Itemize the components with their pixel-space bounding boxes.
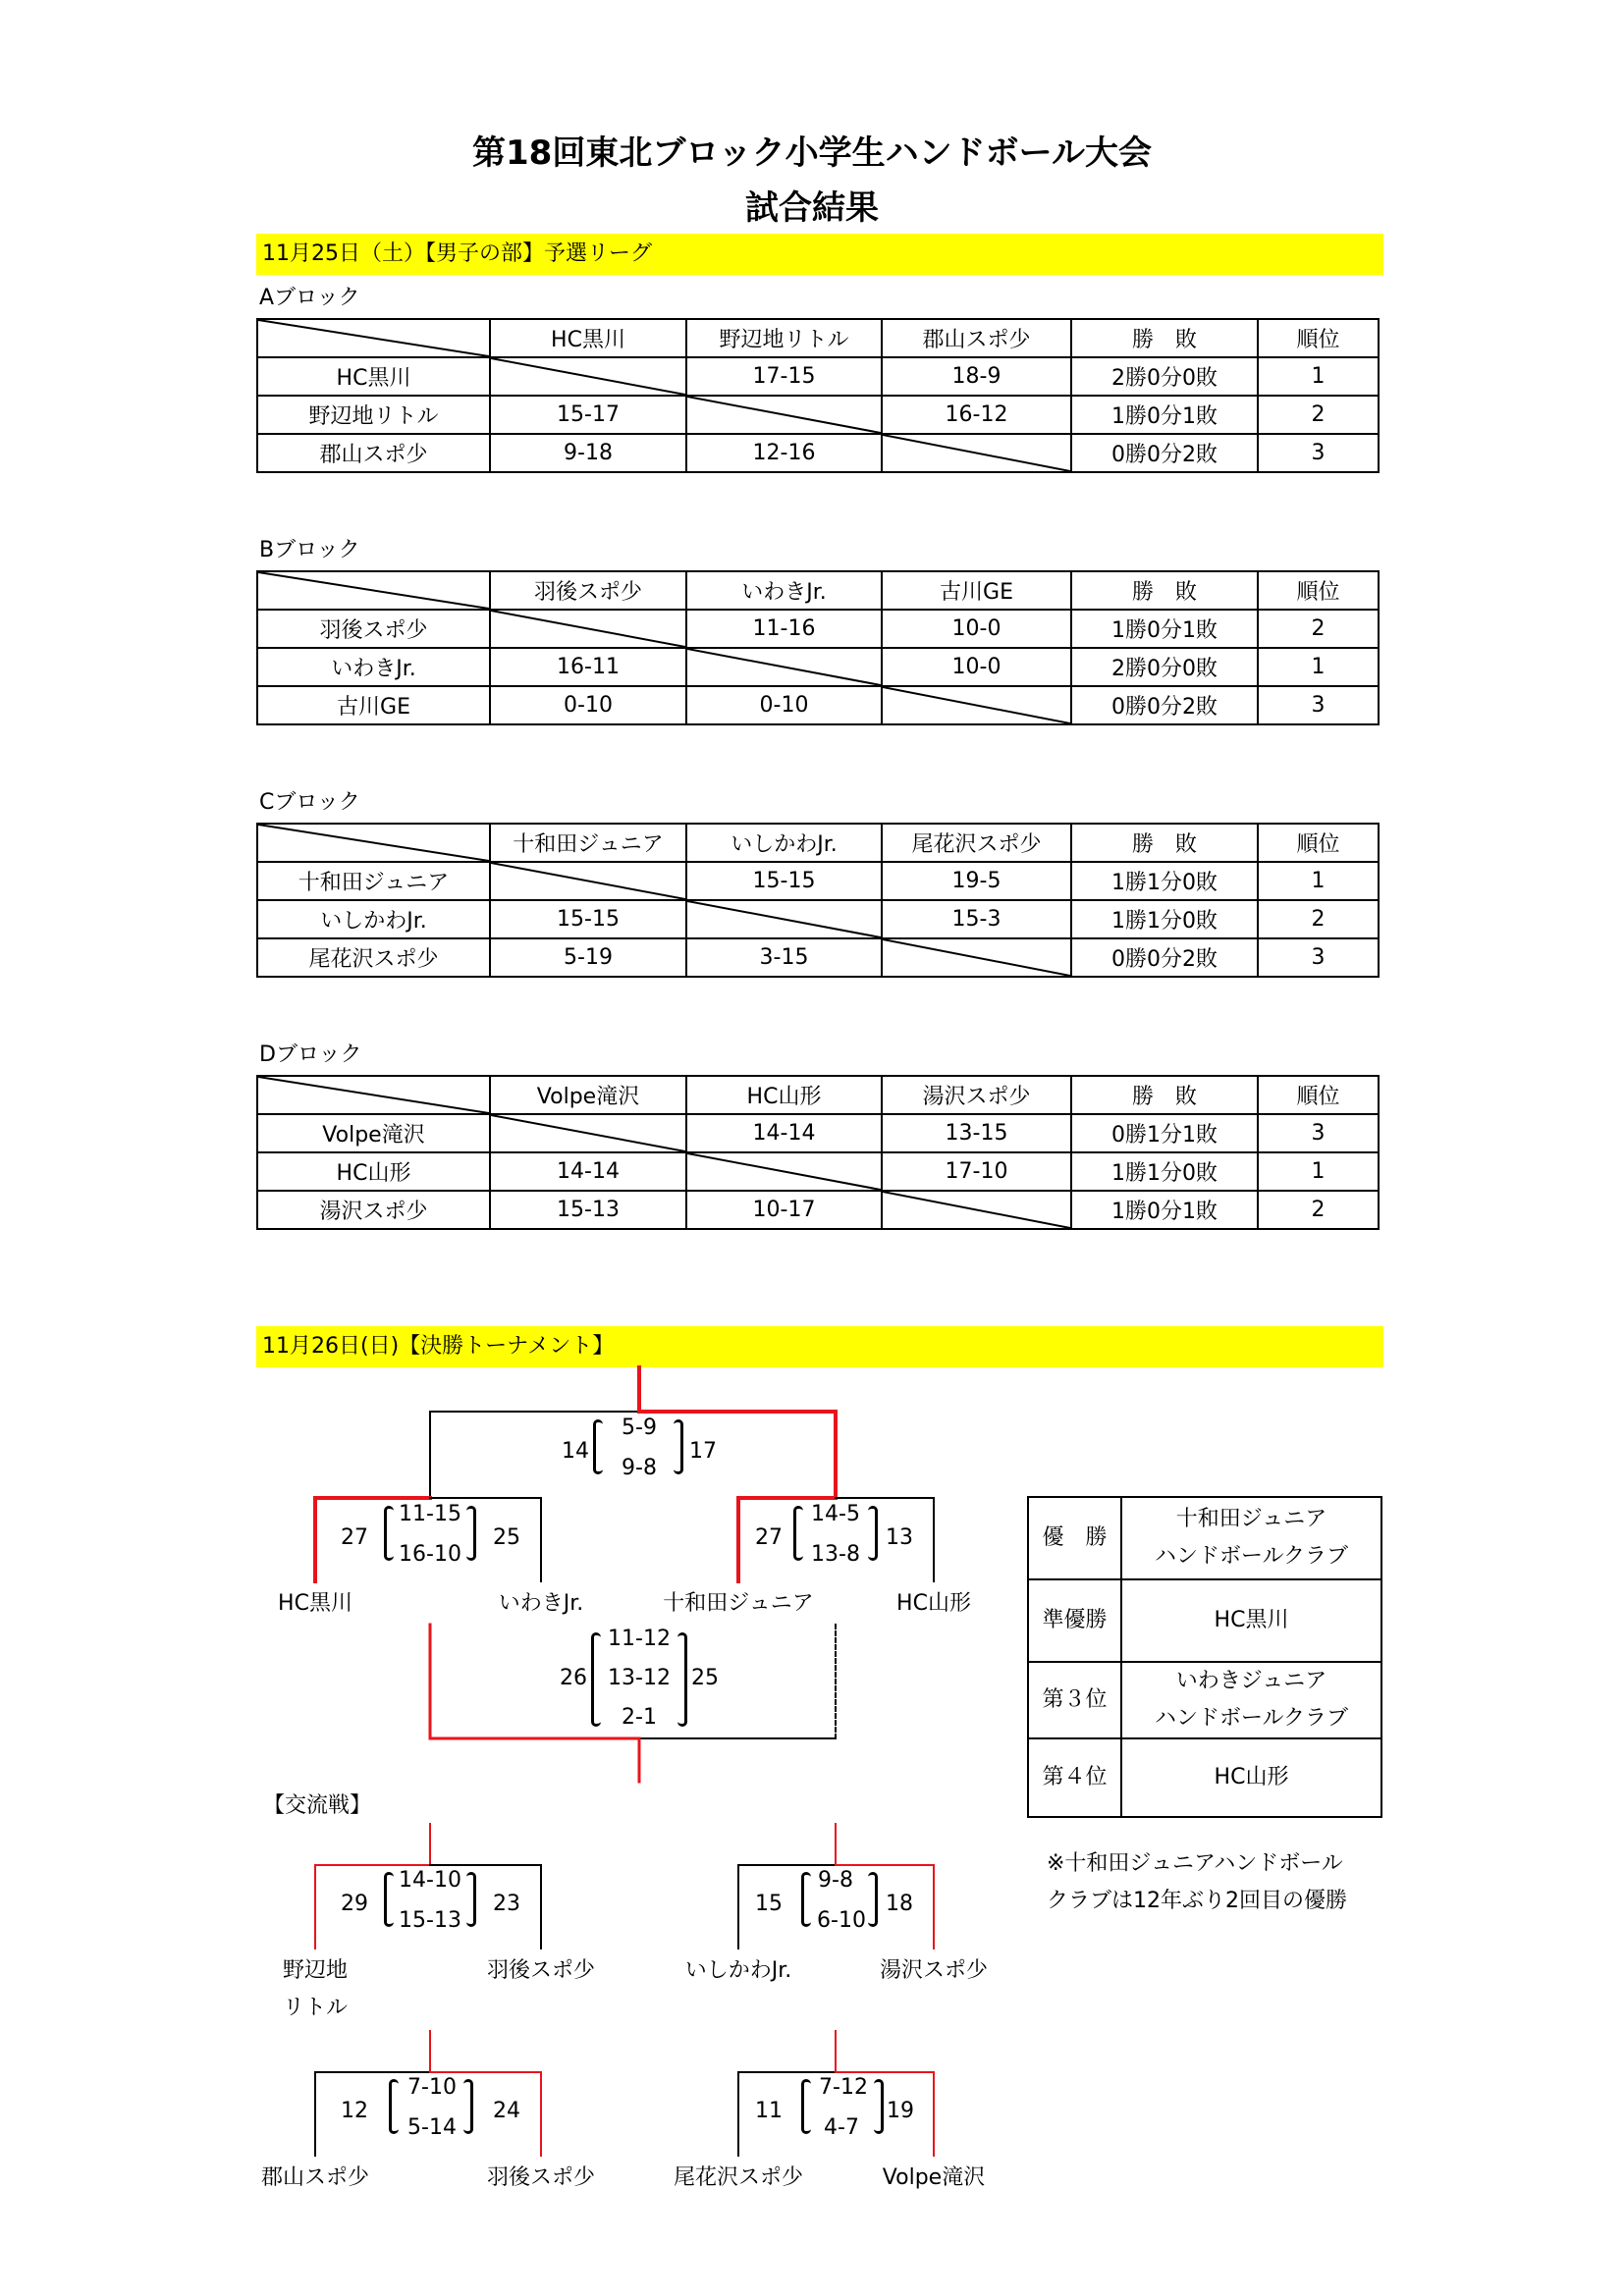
score-cell: 18-9 [882, 357, 1071, 396]
final-half-1: 5-9 [622, 1415, 657, 1440]
col-header-team: 古川GE [882, 571, 1071, 610]
ex1-paren-left [384, 1872, 394, 1927]
semi2-half-1: 14-5 [811, 1502, 860, 1526]
page-title: 第18回東北ブロック小学生ハンドボール大会 [472, 133, 1152, 173]
block-label: Aブロック [259, 286, 360, 310]
ex2-paren-right [868, 1872, 878, 1927]
ex4-team-left: 尾花沢スポ少 [673, 2165, 804, 2190]
rank-cell: 3 [1258, 686, 1379, 724]
exchange-label: 【交流戦】 [263, 1793, 372, 1818]
score-cell: 15-17 [490, 396, 686, 434]
row-team-name: HC黒川 [257, 357, 490, 396]
score-cell: 17-15 [686, 357, 882, 396]
score-cell: 10-0 [882, 610, 1071, 648]
ex4-right-total: 19 [887, 2099, 914, 2123]
ranking-row [1028, 1579, 1381, 1662]
third-paren-right [677, 1632, 687, 1727]
col-header-team: HC黒川 [490, 319, 686, 357]
ex1-left-total: 29 [341, 1892, 368, 1916]
rank-cell: 3 [1258, 938, 1379, 977]
ex3-team-left: 郡山スポ少 [260, 2165, 370, 2190]
ranking-team [1121, 1738, 1381, 1817]
score-cell: 15-3 [882, 900, 1071, 938]
score-cell: 5-19 [490, 938, 686, 977]
col-header-record: 勝 敗 [1071, 319, 1258, 357]
rank-cell: 2 [1258, 610, 1379, 648]
score-cell: 14-14 [686, 1114, 882, 1152]
row-team-name: 十和田ジュニア [257, 862, 490, 900]
rank-cell: 3 [1258, 434, 1379, 472]
ranking-row [1028, 1738, 1381, 1817]
score-cell: 15-15 [686, 862, 882, 900]
ranking-place: 第３位 [1028, 1662, 1121, 1738]
score-cell: 0-10 [686, 686, 882, 724]
semi2-paren-left [793, 1506, 803, 1561]
final-left-total: 14 [562, 1439, 589, 1464]
row-team-name: 羽後スポ少 [257, 610, 490, 648]
col-header-team: いしかわJr. [686, 824, 882, 862]
col-header-rank: 順位 [1258, 1076, 1379, 1114]
col-header-team: いわきJr. [686, 571, 882, 610]
row-team-name: Volpe滝沢 [257, 1114, 490, 1152]
ranking-team-line2: ハンドボールクラブ [1154, 1544, 1349, 1569]
row-team-name: 古川GE [257, 686, 490, 724]
semi2-half-2: 13-8 [811, 1542, 860, 1567]
record-cell: 0勝0分2敗 [1071, 938, 1258, 977]
ranking-row [1028, 1662, 1381, 1738]
score-cell: 15-13 [490, 1191, 686, 1229]
block-label: Cブロック [259, 790, 360, 815]
semi1-half-2: 16-10 [399, 1542, 461, 1567]
ranking-place: 優 勝 [1028, 1497, 1121, 1579]
col-header-rank: 順位 [1258, 319, 1379, 357]
col-header-rank: 順位 [1258, 824, 1379, 862]
ex4-half-2: 4-7 [824, 2115, 859, 2140]
row-team-name: いしかわJr. [257, 900, 490, 938]
ex4-half-1: 7-12 [819, 2075, 868, 2100]
score-cell: 14-14 [490, 1152, 686, 1191]
note-line-1: ※十和田ジュニアハンドボール [1047, 1851, 1343, 1876]
ranking-team-line2: ハンドボールクラブ [1154, 1706, 1349, 1731]
ex2-team-right: 湯沢スポ少 [879, 1958, 989, 1983]
record-cell: 0勝1分1敗 [1071, 1114, 1258, 1152]
rank-cell: 1 [1258, 862, 1379, 900]
third-paren-left [591, 1632, 601, 1727]
final-paren-right [674, 1419, 683, 1474]
final-paren-left [593, 1419, 603, 1474]
score-cell: 19-5 [882, 862, 1071, 900]
score-cell: 15-15 [490, 900, 686, 938]
page-subtitle: 試合結果 [745, 188, 879, 228]
ex4-paren-left [801, 2079, 811, 2134]
rank-cell: 3 [1258, 1114, 1379, 1152]
record-cell: 1勝1分0敗 [1071, 862, 1258, 900]
score-cell: 10-0 [882, 648, 1071, 686]
row-team-name: 尾花沢スポ少 [257, 938, 490, 977]
ex1-team-right: 羽後スポ少 [486, 1958, 596, 1983]
semi1-paren-right [466, 1506, 476, 1561]
ranking-team [1121, 1579, 1381, 1662]
score-cell: 11-16 [686, 610, 882, 648]
third-left-total: 26 [560, 1666, 587, 1690]
ex2-right-total: 18 [886, 1892, 913, 1916]
day1-band: 11月25日（土）【男子の部】予選リーグ [256, 234, 1383, 275]
record-cell: 1勝0分1敗 [1071, 610, 1258, 648]
semi2-paren-right [868, 1506, 878, 1561]
final-half-2: 9-8 [622, 1456, 657, 1480]
semi1-right-total: 25 [493, 1525, 520, 1550]
rank-cell: 1 [1258, 1152, 1379, 1191]
record-cell: 2勝0分0敗 [1071, 648, 1258, 686]
third-half-3: 2-1 [622, 1705, 657, 1730]
ex2-team-left: いしかわJr. [684, 1958, 792, 1983]
rank-cell: 2 [1258, 396, 1379, 434]
semi2-left-total: 27 [755, 1525, 783, 1550]
row-team-name: HC山形 [257, 1152, 490, 1191]
col-header-team: 尾花沢スポ少 [882, 824, 1071, 862]
semi2-team-left: 十和田ジュニア [663, 1591, 814, 1616]
ranking-team [1121, 1497, 1381, 1579]
score-cell: 17-10 [882, 1152, 1071, 1191]
record-cell: 1勝0分1敗 [1071, 1191, 1258, 1229]
row-team-name: いわきJr. [257, 648, 490, 686]
day2-band: 11月26日(日)【決勝トーナメント】 [256, 1326, 1383, 1367]
col-header-team: HC山形 [686, 1076, 882, 1114]
note-line-2: クラブは12年ぶり2回目の優勝 [1047, 1889, 1347, 1913]
record-cell: 2勝0分0敗 [1071, 357, 1258, 396]
third-right-total: 25 [691, 1666, 719, 1690]
row-team-name: 湯沢スポ少 [257, 1191, 490, 1229]
ex1-team-left-line1: 野辺地 [282, 1958, 349, 1983]
block-label: Dブロック [259, 1042, 362, 1067]
third-half-2: 13-12 [608, 1666, 671, 1690]
score-cell: 16-11 [490, 648, 686, 686]
ex4-left-total: 11 [755, 2099, 783, 2123]
semi1-left-total: 27 [341, 1525, 368, 1550]
row-team-name: 野辺地リトル [257, 396, 490, 434]
ex3-half-1: 7-10 [407, 2075, 457, 2100]
ex4-team-right: Volpe滝沢 [882, 2165, 986, 2190]
ranking-place: 準優勝 [1028, 1579, 1121, 1662]
ex3-paren-right [463, 2079, 473, 2134]
col-header-record: 勝 敗 [1071, 1076, 1258, 1114]
rank-cell: 1 [1258, 357, 1379, 396]
score-cell: 16-12 [882, 396, 1071, 434]
col-header-team: 湯沢スポ少 [882, 1076, 1071, 1114]
col-header-record: 勝 敗 [1071, 824, 1258, 862]
ranking-place: 第４位 [1028, 1738, 1121, 1817]
rank-cell: 2 [1258, 900, 1379, 938]
col-header-team: 野辺地リトル [686, 319, 882, 357]
ex2-half-2: 6-10 [817, 1908, 866, 1933]
semi1-team-right: いわきJr. [498, 1591, 584, 1616]
score-cell: 0-10 [490, 686, 686, 724]
rank-cell: 2 [1258, 1191, 1379, 1229]
note [1047, 1845, 1347, 1920]
rank-cell: 1 [1258, 648, 1379, 686]
ex2-half-1: 9-8 [818, 1868, 853, 1893]
ex1-half-1: 14-10 [399, 1868, 461, 1893]
row-team-name: 郡山スポ少 [257, 434, 490, 472]
ranking-team-line1: HC黒川 [1214, 1608, 1289, 1632]
score-cell: 3-15 [686, 938, 882, 977]
ex2-paren-left [801, 1872, 811, 1927]
score-cell: 9-18 [490, 434, 686, 472]
ranking-team [1121, 1662, 1381, 1738]
semi1-paren-left [384, 1506, 394, 1561]
ranking-team-line1: いわきジュニア [1175, 1669, 1327, 1693]
third-half-1: 11-12 [608, 1627, 671, 1651]
col-header-team: 羽後スポ少 [490, 571, 686, 610]
record-cell: 0勝0分2敗 [1071, 434, 1258, 472]
col-header-team: Volpe滝沢 [490, 1076, 686, 1114]
ex1-paren-right [466, 1872, 476, 1927]
final-ranking-table [1027, 1496, 1382, 1818]
col-header-rank: 順位 [1258, 571, 1379, 610]
col-header-team: 郡山スポ少 [882, 319, 1071, 357]
semi1-team-left: HC黒川 [278, 1591, 352, 1616]
final-right-total: 17 [689, 1439, 717, 1464]
ex3-team-right: 羽後スポ少 [486, 2165, 596, 2190]
score-cell: 10-17 [686, 1191, 882, 1229]
ranking-team-line1: HC山形 [1214, 1765, 1289, 1789]
semi2-right-total: 13 [886, 1525, 913, 1550]
ex3-paren-left [389, 2079, 399, 2134]
record-cell: 1勝0分1敗 [1071, 396, 1258, 434]
ex4-paren-right [874, 2079, 884, 2134]
score-cell: 13-15 [882, 1114, 1071, 1152]
ex1-right-total: 23 [493, 1892, 520, 1916]
ex1-half-2: 15-13 [399, 1908, 461, 1933]
record-cell: 0勝0分2敗 [1071, 686, 1258, 724]
block-label: Bブロック [259, 538, 360, 562]
ranking-team-line1: 十和田ジュニア [1175, 1507, 1327, 1531]
ex1-team-left-line2: リトル [282, 1996, 349, 2020]
ex3-right-total: 24 [493, 2099, 520, 2123]
ex3-half-2: 5-14 [407, 2115, 457, 2140]
semi2-team-right: HC山形 [896, 1591, 971, 1616]
col-header-team: 十和田ジュニア [490, 824, 686, 862]
ranking-row [1028, 1497, 1381, 1579]
score-cell: 12-16 [686, 434, 882, 472]
record-cell: 1勝1分0敗 [1071, 900, 1258, 938]
col-header-record: 勝 敗 [1071, 571, 1258, 610]
record-cell: 1勝1分0敗 [1071, 1152, 1258, 1191]
ex2-left-total: 15 [755, 1892, 783, 1916]
semi1-half-1: 11-15 [399, 1502, 461, 1526]
ex3-left-total: 12 [341, 2099, 368, 2123]
